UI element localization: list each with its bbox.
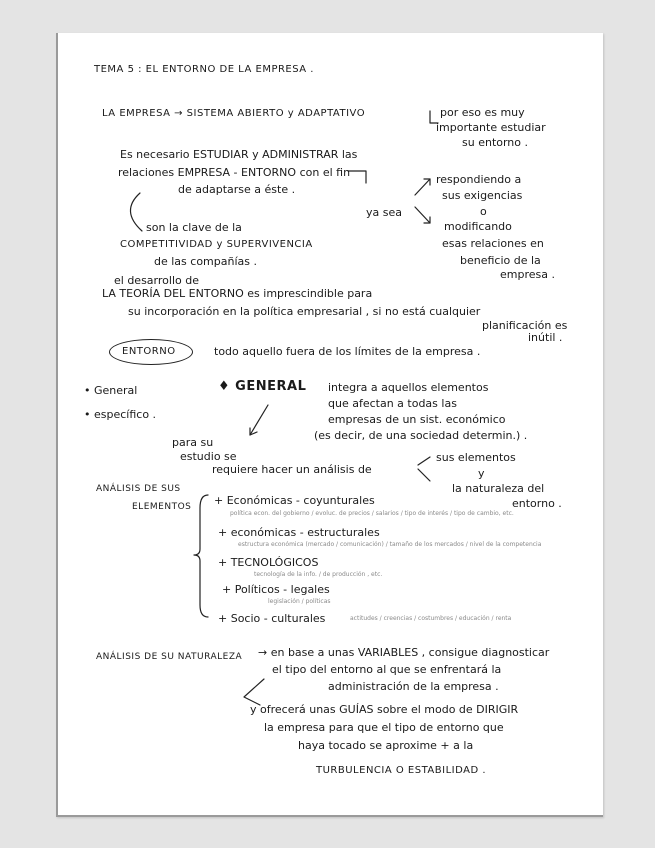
option-1-line-1: respondiendo a	[436, 173, 522, 186]
notebook-page	[56, 33, 603, 817]
ya-sea: ya sea	[366, 206, 402, 219]
key-line-1: son la clave de la	[146, 221, 242, 234]
element-detail: estructura económica (mercado / comunicación) / tamaño de los mercados / nivel de la competencia	[238, 541, 542, 548]
type-especifico: • específico .	[84, 408, 157, 421]
entorno-definition: todo aquello fuera de los límites de la empresa .	[214, 345, 481, 358]
theory-line-1: LA TEORÍA DEL ENTORNO es imprescindible para	[102, 287, 373, 300]
page-title: TEMA 5 : EL ENTORNO DE LA EMPRESA .	[94, 64, 314, 75]
study-line-1: para su	[172, 436, 214, 449]
general-line-4: (es decir, de una sociedad determin.) .	[314, 429, 528, 442]
entorno-label: ENTORNO	[122, 346, 176, 357]
study-line-3: requiere hacer un análisis de	[212, 463, 372, 476]
element-name: + económicas - estructurales	[218, 526, 380, 539]
general-heading: ♦ GENERAL	[218, 379, 307, 394]
elements-label-2: ELEMENTOS	[132, 502, 192, 512]
theory-line-4: inútil .	[528, 331, 563, 344]
nature-line-4: y ofrecerá unas GUÍAS sobre el modo de DIRIGIR	[250, 703, 519, 716]
intro-side-2: importante estudiar	[436, 121, 546, 134]
nature-label: ANÁLISIS DE SU NATURALEZA	[96, 652, 243, 662]
option-2-line-3: beneficio de la	[460, 254, 541, 267]
option-2-line-2: esas relaciones en	[442, 237, 544, 250]
element-name: + Económicas - coyunturales	[214, 494, 375, 507]
theory-line-0: el desarrollo de	[114, 274, 199, 287]
theory-line-2: su incorporación en la política empresarial , si no está cualquier	[128, 305, 481, 318]
study-branch-2a: la naturaleza del	[452, 482, 545, 495]
nature-line-5: la empresa para que el tipo de entorno que	[264, 721, 504, 734]
option-2-line-4: empresa .	[500, 268, 555, 281]
study-line-2: estudio se	[180, 450, 237, 463]
intro-side-3: su entorno .	[462, 136, 529, 149]
option-or: o	[480, 205, 487, 218]
study-branch-y: y	[478, 467, 485, 480]
element-detail: actitudes / creencias / costumbres / educación / renta	[350, 615, 512, 622]
type-general: • General	[84, 384, 138, 397]
element-detail: tecnología de la info. / de producción , etc.	[254, 571, 383, 578]
key-line-3: de las compañías .	[154, 255, 257, 268]
key-line-2: COMPETITIVIDAD y SUPERVIVENCIA	[120, 239, 313, 250]
intro-side-1: por eso es muy	[440, 106, 525, 119]
nature-line-7: TURBULENCIA O ESTABILIDAD .	[316, 765, 487, 776]
element-detail: política econ. del gobierno / evoluc. de precios / salarios / tipo de interés / tipo de cambio, etc.	[230, 510, 514, 517]
general-line-2: que afectan a todas las	[328, 397, 457, 410]
elements-label-1: ANÁLISIS DE SUS	[96, 484, 181, 494]
intro-lead: LA EMPRESA → SISTEMA ABIERTO y ADAPTATIVO	[102, 108, 366, 119]
element-name: + Socio - culturales	[218, 612, 326, 625]
nature-line-3: administración de la empresa .	[328, 680, 499, 693]
element-name: + TECNOLÓGICOS	[218, 556, 319, 569]
nature-line-6: haya tocado se aproxime + a la	[298, 739, 474, 752]
option-1-line-2: sus exigencias	[442, 189, 523, 202]
general-line-1: integra a aquellos elementos	[328, 381, 489, 394]
theory-line-3: planificación es	[482, 319, 568, 332]
general-line-3: empresas de un sist. económico	[328, 413, 506, 426]
study-branch-1: sus elementos	[436, 451, 516, 464]
need-line-2: relaciones EMPRESA - ENTORNO con el fin	[118, 166, 351, 179]
study-branch-2b: entorno .	[512, 497, 562, 510]
nature-line-1: → en base a unas VARIABLES , consigue diagnosticar	[258, 646, 550, 659]
element-name: + Políticos - legales	[222, 583, 330, 596]
nature-line-2: el tipo del entorno al que se enfrentará la	[272, 663, 502, 676]
element-detail: legislación / políticas	[268, 598, 331, 605]
need-line-3: de adaptarse a éste .	[178, 183, 296, 196]
option-2-line-1: modificando	[444, 220, 512, 233]
need-line-1: Es necesario ESTUDIAR y ADMINISTRAR las	[120, 148, 358, 161]
